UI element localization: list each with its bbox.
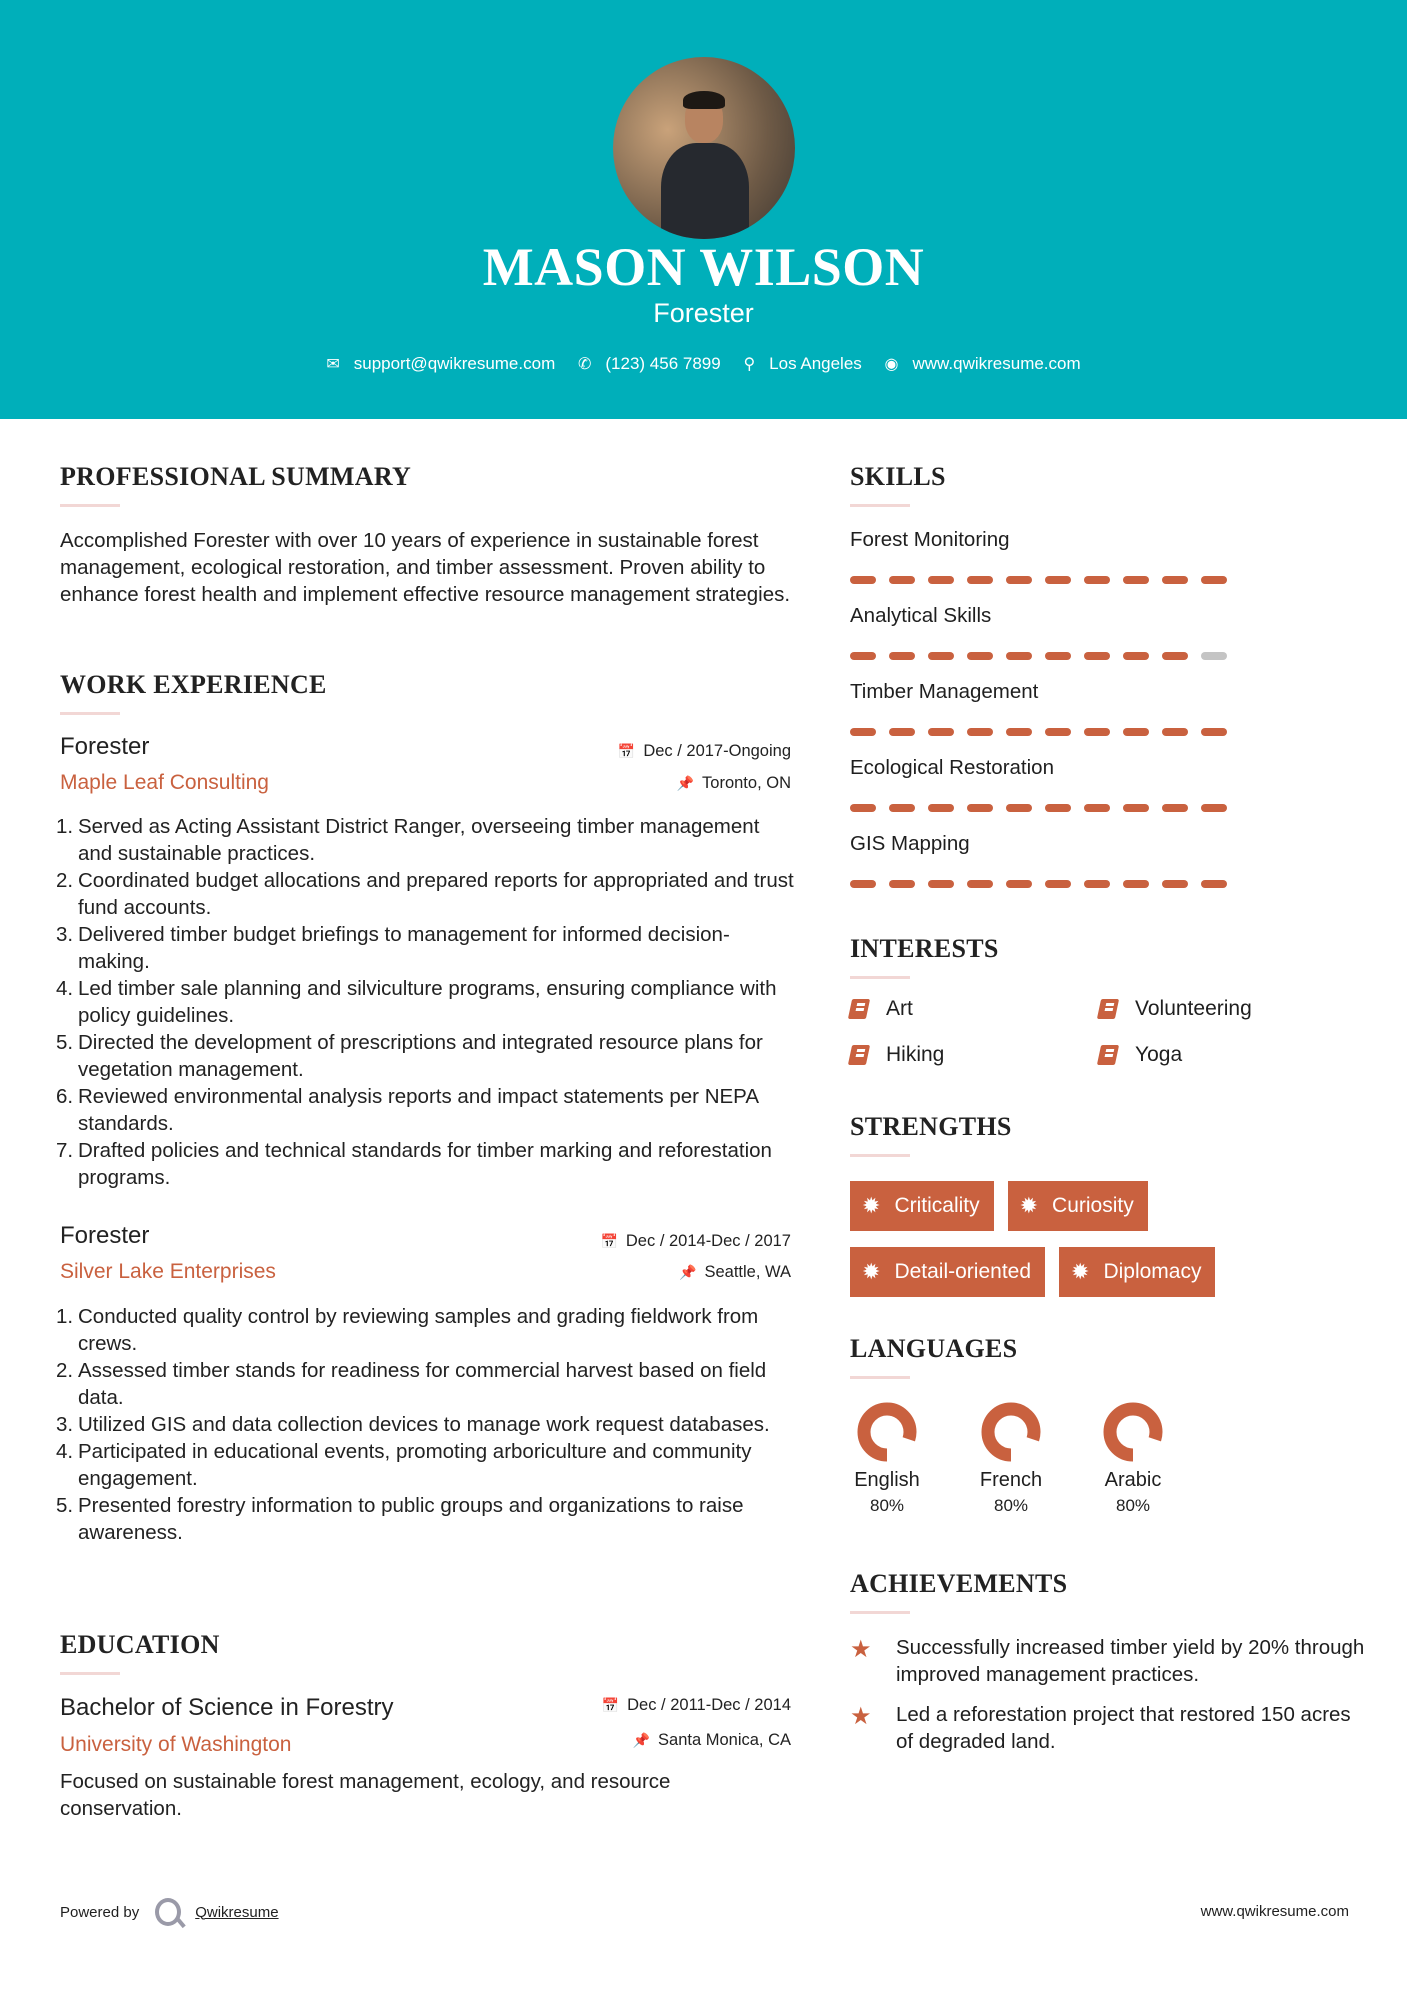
bullet-number: 2. (56, 1359, 74, 1382)
bullet-number: 3. (56, 1413, 74, 1436)
job-bullet: 5. Presented forestry information to public groups and organizations to raise awareness. (56, 1494, 744, 1544)
skill-name: GIS Mapping (850, 832, 970, 855)
language-item (1073, 1401, 1193, 1516)
footer-website[interactable]: www.qwikresume.com (1200, 1903, 1349, 1920)
qwikresume-link[interactable]: Qwikresume (195, 1903, 279, 1921)
rating-dash-filled (1006, 880, 1032, 888)
phone-icon: ✆ (577, 355, 592, 373)
header (0, 0, 1407, 419)
rating-dash-filled (889, 804, 915, 812)
rating-dash-filled (1084, 804, 1110, 812)
rating-dash-filled (1123, 652, 1149, 660)
interest-item: Volunteering (1099, 997, 1252, 1021)
pushpin-icon: 📌 (676, 775, 695, 791)
language-item (951, 1401, 1071, 1516)
star-icon: ★ (850, 1703, 872, 1730)
contact-bar (0, 353, 1407, 374)
interest-item: Yoga (1099, 1043, 1182, 1067)
skill-rating (850, 576, 1227, 584)
job-bullet: 3. Delivered timber budget briefings to management for informed decision-making. (56, 923, 730, 973)
rating-dash-filled (1201, 576, 1227, 584)
language-percent: 80% (869, 1496, 905, 1515)
rating-dash-filled (967, 880, 993, 888)
strengths-row (850, 1247, 1215, 1297)
bullet-number: 6. (56, 1085, 74, 1108)
globe-icon: ◉ (884, 355, 899, 373)
section-underline (60, 712, 120, 715)
rating-dash-filled (1201, 804, 1227, 812)
bullet-number: 3. (56, 923, 74, 946)
experience-heading: WORK EXPERIENCE (60, 670, 327, 699)
school: University of Washington (60, 1733, 292, 1756)
skill-name: Timber Management (850, 680, 1039, 703)
rating-dash-filled (1123, 576, 1149, 584)
section-underline (850, 504, 910, 507)
strengths-row (850, 1181, 1148, 1231)
rating-dash-filled (1045, 576, 1071, 584)
skill-rating (850, 880, 1227, 888)
rating-dash-filled (850, 652, 876, 660)
envelope-icon: ✉ (326, 355, 340, 373)
job-company: Silver Lake Enterprises (60, 1260, 276, 1283)
job-bullet: 2. Assessed timber stands for readiness for commercial harvest based on field data. (56, 1359, 767, 1409)
book-icon (848, 1045, 870, 1065)
job-dates: 📅 Dec / 2014-Dec / 2017 (600, 1232, 791, 1250)
job-bullet: 1. Served as Acting Assistant District Ranger, overseeing timber management and sustainable practices. (56, 815, 760, 865)
skill-rating (850, 728, 1227, 736)
job-bullet: 1. Conducted quality control by reviewing samples and grading fieldwork from crews. (56, 1305, 759, 1355)
contact-phone[interactable]: (123) 456 7899 (605, 353, 721, 373)
badge-icon: ✹ (862, 1193, 881, 1218)
skill-rating (850, 804, 1227, 812)
bullet-number: 1. (56, 815, 74, 838)
skills-heading: SKILLS (850, 462, 946, 491)
rating-dash-filled (1006, 652, 1032, 660)
languages-heading: LANGUAGES (850, 1334, 1018, 1363)
achievement-item: ★ Successfully increased timber yield by 20% through improved management practices. (850, 1636, 1365, 1686)
bullet-number: 2. (56, 869, 74, 892)
book-icon (848, 999, 870, 1019)
rating-dash-filled (967, 652, 993, 660)
rating-dash-filled (1045, 880, 1071, 888)
badge-icon: ✹ (1071, 1259, 1090, 1284)
interest-item: Art (850, 997, 913, 1021)
contact-location: Los Angeles (769, 353, 862, 373)
rating-dash-filled (850, 880, 876, 888)
education-description: Focused on sustainable forest management, ecology, and resource conservation. (60, 1770, 671, 1820)
rating-dash-filled (1045, 652, 1071, 660)
contact-website[interactable]: www.qwikresume.com (912, 353, 1081, 373)
star-icon: ★ (850, 1636, 872, 1663)
language-name: French (979, 1469, 1043, 1491)
job-dates: 📅 Dec / 2017-Ongoing (617, 742, 791, 760)
section-underline (60, 504, 120, 507)
skill-name: Ecological Restoration (850, 756, 1054, 779)
rating-dash-filled (967, 804, 993, 812)
profile-photo (613, 57, 795, 239)
rating-dash-filled (1162, 880, 1188, 888)
pushpin-icon: 📌 (679, 1264, 697, 1280)
skill-name: Analytical Skills (850, 604, 992, 627)
skill-rating (850, 652, 1227, 660)
skill-name: Forest Monitoring (850, 528, 1010, 551)
rating-dash-filled (1162, 804, 1188, 812)
achievement-item: ★ Led a reforestation project that restored 150 acres of degraded land. (850, 1703, 1351, 1753)
rating-dash-filled (928, 880, 954, 888)
job-bullet: 3. Utilized GIS and data collection devices to manage work request databases. (56, 1413, 770, 1436)
badge-icon: ✹ (1019, 1193, 1039, 1218)
bullet-number: 5. (56, 1031, 74, 1054)
rating-dash-filled (928, 804, 954, 812)
education-dates: 📅 Dec / 2011-Dec / 2014 (601, 1696, 791, 1714)
rating-dash-filled (928, 728, 954, 736)
job-bullet: 7. Drafted policies and technical standards for timber marking and reforestation programs. (56, 1139, 772, 1189)
map-marker-icon: ⚲ (743, 355, 756, 373)
bullet-number: 4. (56, 977, 74, 1000)
strengths-heading: STRENGTHS (850, 1112, 1012, 1141)
section-underline (850, 976, 910, 979)
bullet-number: 1. (56, 1305, 74, 1328)
calendar-icon: 📅 (601, 1697, 620, 1713)
rating-dash-filled (928, 652, 954, 660)
rating-dash-filled (1045, 728, 1071, 736)
pushpin-icon: 📌 (632, 1732, 651, 1748)
rating-dash-filled (1123, 804, 1149, 812)
interests-heading: INTERESTS (850, 934, 999, 963)
footer-powered-by: Powered by Qwikresume (60, 1898, 279, 1926)
job-bullet: 4. Participated in educational events, promoting arboriculture and community engagement. (56, 1440, 752, 1490)
rating-dash-filled (1084, 880, 1110, 888)
calendar-icon: 📅 (600, 1233, 618, 1249)
rating-dash-filled (889, 728, 915, 736)
rating-dash-filled (1006, 728, 1032, 736)
rating-dash-filled (889, 880, 915, 888)
strength-badge: ✹ Criticality (850, 1181, 994, 1231)
job-title: Forester (60, 1222, 150, 1249)
rating-dash-filled (1123, 728, 1149, 736)
language-ring (1102, 1401, 1164, 1463)
badge-icon: ✹ (862, 1259, 881, 1284)
rating-dash-filled (889, 576, 915, 584)
bullet-number: 4. (56, 1440, 74, 1463)
rating-dash-filled (850, 576, 876, 584)
rating-dash-filled (1006, 804, 1032, 812)
job-location: 📌 Seattle, WA (679, 1263, 791, 1281)
book-icon (1097, 999, 1119, 1019)
job-company: Maple Leaf Consulting (60, 771, 269, 794)
summary-heading: PROFESSIONAL SUMMARY (60, 462, 412, 491)
job-bullet: 6. Reviewed environmental analysis reports and impact statements per NEPA standards. (56, 1085, 758, 1135)
strength-badge: ✹ Detail-oriented (850, 1247, 1045, 1297)
education-heading: EDUCATION (60, 1630, 220, 1659)
job-title: Forester (60, 733, 150, 760)
language-name: Arabic (1104, 1469, 1162, 1491)
rating-dash-filled (850, 728, 876, 736)
degree: Bachelor of Science in Forestry (60, 1694, 394, 1721)
rating-dash-filled (928, 576, 954, 584)
language-percent: 80% (1115, 1496, 1151, 1515)
rating-dash-filled (1123, 880, 1149, 888)
strength-badge: ✹ Diplomacy (1059, 1247, 1215, 1297)
language-name: English (854, 1469, 920, 1491)
rating-dash-empty (1201, 652, 1227, 660)
language-ring (980, 1401, 1042, 1463)
strength-badge: ✹ Curiosity (1008, 1181, 1148, 1231)
rating-dash-filled (967, 576, 993, 584)
contact-email[interactable]: support@qwikresume.com (353, 353, 556, 373)
job-bullet: 2. Coordinated budget allocations and prepared reports for appropriated and trust fund accounts. (56, 869, 794, 919)
rating-dash-filled (1162, 652, 1188, 660)
rating-dash-filled (1084, 576, 1110, 584)
achievements-heading: ACHIEVEMENTS (850, 1569, 1068, 1598)
rating-dash-filled (850, 804, 876, 812)
section-underline (850, 1611, 910, 1614)
job-bullet: 4. Led timber sale planning and silviculture programs, ensuring compliance with policy guidelines. (56, 977, 777, 1027)
rating-dash-filled (1201, 728, 1227, 736)
rating-dash-filled (1201, 880, 1227, 888)
rating-dash-filled (1084, 652, 1110, 660)
job-bullets (56, 813, 795, 1191)
education-location: 📌 Santa Monica, CA (632, 1731, 791, 1749)
summary-text: Accomplished Forester with over 10 years of experience in sustainable forest management, ecological restoration, and timber assessment. Proven ability to enhance forest health and implement effective resource management strategies. (60, 529, 791, 606)
language-item (827, 1401, 947, 1516)
section-underline (850, 1376, 910, 1379)
candidate-name: MASON WILSON (482, 237, 925, 297)
qwikresume-logo-icon (155, 1898, 181, 1926)
rating-dash-filled (1162, 576, 1188, 584)
job-bullets (56, 1303, 795, 1546)
job-location: 📌 Toronto, ON (676, 774, 791, 792)
rating-dash-filled (1045, 804, 1071, 812)
section-underline (850, 1154, 910, 1157)
job-bullet: 5. Directed the development of prescriptions and integrated resource plans for vegetation management. (56, 1031, 763, 1081)
bullet-number: 5. (56, 1494, 74, 1517)
rating-dash-filled (967, 728, 993, 736)
rating-dash-filled (1006, 576, 1032, 584)
rating-dash-filled (1162, 728, 1188, 736)
language-percent: 80% (993, 1496, 1029, 1515)
rating-dash-filled (1084, 728, 1110, 736)
calendar-icon: 📅 (617, 743, 636, 759)
rating-dash-filled (889, 652, 915, 660)
language-ring (856, 1401, 918, 1463)
book-icon (1097, 1045, 1119, 1065)
interest-item: Hiking (850, 1043, 944, 1067)
bullet-number: 7. (56, 1139, 74, 1162)
section-underline (60, 1672, 120, 1675)
candidate-title: Forester (653, 298, 754, 328)
